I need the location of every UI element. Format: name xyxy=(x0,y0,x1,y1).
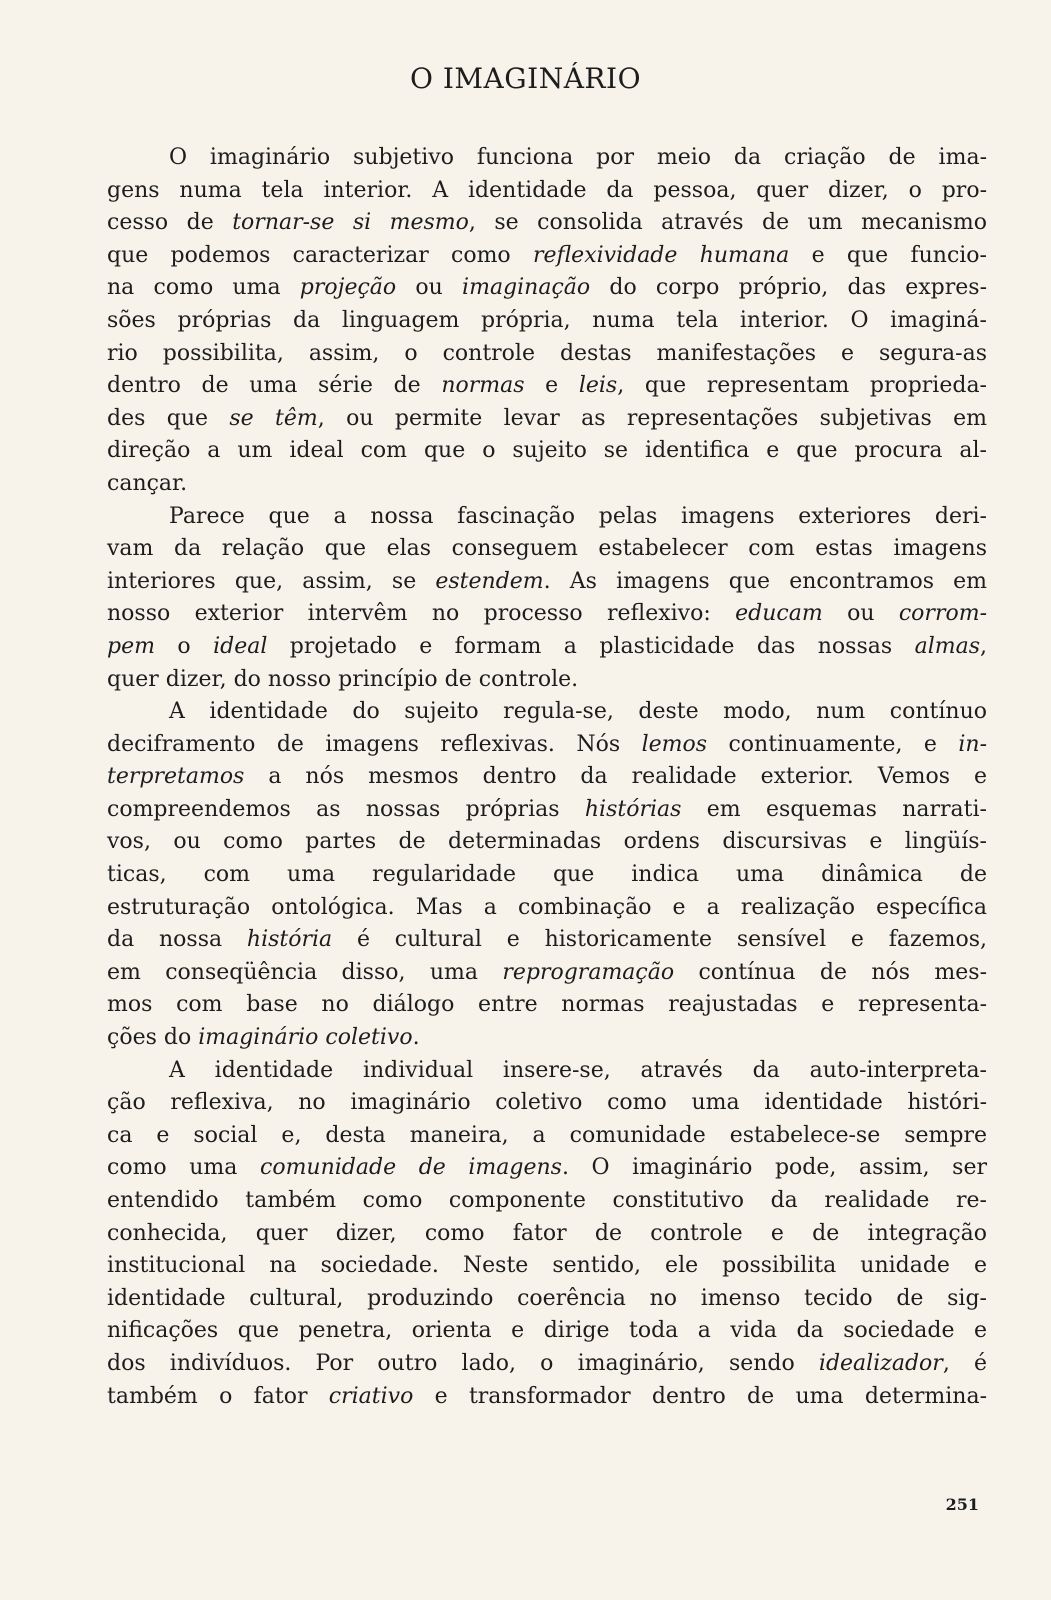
text-line: institucional na sociedade. Neste sentido, ele possibilita unidade e xyxy=(107,1253,987,1279)
text-line: dos indivíduos. Por outro lado, o imaginário, sendo idealizador, é xyxy=(107,1350,987,1376)
text-line: identidade cultural, produzindo coerência no imenso tecido de sig- xyxy=(107,1285,987,1311)
text-line: cançar. xyxy=(107,470,188,496)
text-line: des que se têm, ou permite levar as representações subjetivas em xyxy=(107,405,987,431)
text-line: vos, ou como partes de determinadas ordens discursivas e lingüís- xyxy=(107,829,987,855)
text-line: entendido também como componente constitutivo da realidade re- xyxy=(107,1188,987,1213)
text-line: em conseqüência disso, uma reprogramação contínua de nós mes- xyxy=(107,959,987,985)
text-line: Parece que a nossa fascinação pelas imagens exteriores deri- xyxy=(169,503,987,529)
text-line: dentro de uma série de normas e leis, que representam proprieda- xyxy=(107,373,987,399)
text-line: conhecida, quer dizer, como fator de controle e de integração xyxy=(107,1220,987,1246)
text-line: compreendemos as nossas próprias histórias em esquemas narrati- xyxy=(107,796,987,822)
text-line: ção reflexiva, no imaginário coletivo como uma identidade históri- xyxy=(107,1090,987,1116)
text-line: gens numa tela interior. A identidade da pessoa, quer dizer, o pro- xyxy=(107,177,987,203)
text-line: nificações que penetra, orienta e dirige toda a vida da sociedade e xyxy=(107,1318,987,1344)
body-text xyxy=(107,142,987,1413)
text-line: pem o ideal projetado e formam a plasticidade das nossas almas, xyxy=(107,633,988,659)
page-number: 251 xyxy=(945,1495,979,1514)
text-line: nosso exterior intervêm no processo reflexivo: educam ou corrom- xyxy=(107,601,987,627)
text-line: vam da relação que elas conseguem estabelecer com estas imagens xyxy=(107,536,987,562)
text-line: ções do imaginário coletivo. xyxy=(107,1025,420,1051)
text-line: estruturação ontológica. Mas a combinação e a realização específica xyxy=(107,894,987,920)
text-line: que podemos caracterizar como reflexividade humana e que funcio- xyxy=(107,242,987,268)
chapter-title: O IMAGINÁRIO xyxy=(409,62,642,95)
text-line: ticas, com uma regularidade que indica uma dinâmica de xyxy=(107,862,987,888)
text-line: deciframento de imagens reflexivas. Nós lemos continuamente, e in- xyxy=(107,731,987,757)
text-line: O imaginário subjetivo funciona por meio da criação de ima- xyxy=(169,145,987,170)
text-line: direção a um ideal com que o sujeito se identifica e que procura al- xyxy=(107,438,987,464)
text-line: também o fator criativo e transformador dentro de uma determina- xyxy=(107,1383,987,1409)
text-line: como uma comunidade de imagens. O imaginário pode, assim, ser xyxy=(107,1155,987,1181)
text-line: na como uma projeção ou imaginação do corpo próprio, das expres- xyxy=(107,275,988,301)
text-line: sões próprias da linguagem própria, numa tela interior. O imaginá- xyxy=(107,307,987,333)
text-line: ca e social e, desta maneira, a comunidade estabelece-se sempre xyxy=(107,1122,987,1148)
text-line: A identidade do sujeito regula-se, deste modo, num contínuo xyxy=(169,699,987,725)
text-line: interiores que, assim, se estendem. As imagens que encontramos em xyxy=(107,568,987,594)
text-line: mos com base no diálogo entre normas reajustadas e representa- xyxy=(107,992,987,1018)
text-line: A identidade individual insere-se, através da auto-interpreta- xyxy=(169,1057,987,1083)
text-line: cesso de tornar-se si mesmo, se consolida através de um mecanismo xyxy=(107,210,987,236)
text-line: rio possibilita, assim, o controle destas manifestações e segura-as xyxy=(107,340,987,366)
text-line: terpretamos a nós mesmos dentro da realidade exterior. Vemos e xyxy=(107,764,987,790)
text-line: quer dizer, do nosso princípio de controle. xyxy=(107,666,579,692)
text-line: da nossa história é cultural e historicamente sensível e fazemos, xyxy=(107,927,988,953)
